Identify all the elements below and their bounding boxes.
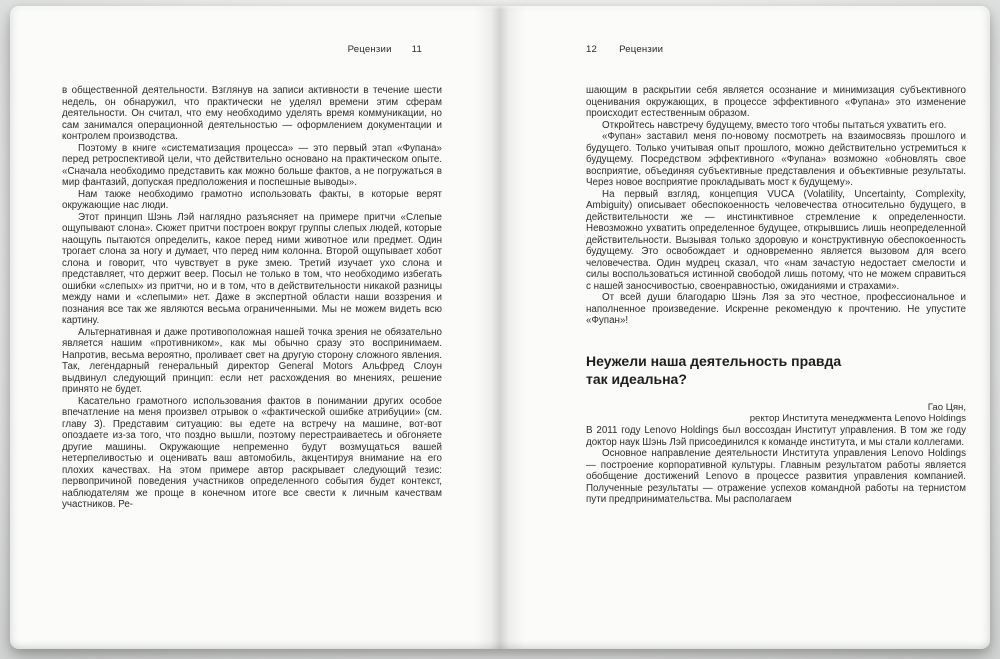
paragraph: в общественной деятельности. Взглянув на записи активности в течение шести недель, он обнаружил, что практически не уделял времени этим сферам деятельности. Он считал, что ему необходимо уделять время коммуникации, но сам занимался операционной деятельностью — оформлением документации и контролем производства.: [62, 85, 442, 142]
paragraph: «Фупан» заставил меня по-новому посмотреть на взаимосвязь прошлого и будущего. Только учитывая опыт прошлого, можно действительно устремиться к будущему. Посредством эффективного «Фупана» возможно «обновлять свое восприятие, объединяя субъективные представления и объективные результаты. Через новое восприятие прокладывать мост к будущему».: [586, 131, 966, 188]
byline: [586, 402, 966, 426]
page-left: [10, 6, 500, 649]
paragraph: шающим в раскрытии себя является осознание и минимизация субъективного оценивания окружающих, в процессе эффективного «Фупана» это изменение происходит естественным образом.: [586, 85, 966, 119]
paragraph: Основное направление деятельности Института управления Lenovo Holdings — построение корпоративной культуры. Главным результатом работы является обобщение достижений Lenovo в процессе развития управления компанией. Полученные результаты — отражение успехов командной работы на тернистом пути предпринимательства. Мы располагаем: [586, 448, 966, 506]
running-head-right: [586, 44, 966, 55]
page-number-left: 11: [411, 44, 422, 55]
section-heading: Неужели наша деятельность правда так идеальна?: [586, 352, 842, 387]
running-head-left: [62, 44, 422, 55]
paragraph: Нам также необходимо грамотно использовать факты, в которые верят окружающие нас люди.: [62, 188, 442, 211]
paragraph: Поэтому в книге «систематизация процесса» — это первый этап «Фупана» перед ретроспективой цели, что действительно основано на практическом опыте. «Сначала необходимо представить как можно больше фактов, а не погружаться в мир фантазий, допуская предположения и поспешные выводы».: [62, 142, 442, 188]
running-head-left-label: Рецензии: [347, 44, 392, 55]
paragraph: В 2011 году Lenovo Holdings был воссоздан Институт управления. В том же году доктор наук Шэнь Лэй присоединился к команде института, и мы стали коллегами.: [586, 425, 966, 448]
page-left-content: [10, 6, 500, 649]
byline-name: Гао Цян,: [927, 401, 966, 413]
left-page-text: [62, 85, 442, 511]
running-head-right-label: Рецензии: [619, 44, 664, 55]
right-page-text: [586, 85, 966, 506]
book-spread: [10, 6, 990, 649]
paragraph: Альтернативная и даже противоположная нашей точка зрения не обязательно является нашим «противником», как мы обычно сразу это воспринимаем. Напротив, весьма вероятно, проливает свет на другую сторону сложного явления. Так, легендарный генеральный директор General Motors Альфред Слоун выдвинул следующий принцип: если нет расхождения во мнениях, решение принято не будет.: [62, 326, 442, 395]
paragraph: На первый взгляд, концепция VUCA (Volatility, Uncertainty, Complexity, Ambiguity) описывает обеспокоенность человечества относительно будущего, в действительности же — инстинктивное стремление к определенности. Невозможно ухватить определенное будущее, открывшись лишь неопределенной действительности. Вызывая только здоровую и конструктивную обеспокоенность будущему. Это освобождает и одновременно является вызовом для всего человечества. Один мудрец сказал, что «нам зачастую недостает смелости и силы воспользоваться истинной свободой лишь потому, что не можем справиться с нашей заносчивостью, своенравностью, ожиданиями и страхами».: [586, 188, 966, 292]
paragraph: Откройтесь навстречу будущему, вместо того чтобы пытаться ухватить его.: [602, 119, 947, 131]
paragraph: От всей души благодарю Шэнь Лэя за это честное, профессиональное и наполненное произведение. Искренне рекомендую к прочтению. Не упустите «Фупан»!: [586, 292, 966, 326]
page-right-content: [500, 6, 990, 649]
page-right: [500, 6, 990, 649]
byline-title: ректор Института менеджмента Lenovo Holdings: [749, 413, 966, 425]
page-number-right: 12: [586, 44, 598, 55]
paragraph: Касательно грамотного использования фактов в понимании других особое впечатление на меня произвел отрывок о «фактической ошибке атрибуции» (см. главу 3). Представим ситуацию: вы едете на встречу на машине, вот-вот опоздаете из-за того, что поздно вышли, поэтому перестраиваетесь и обгоняете другие машины. Окружающие непременно будут возмущаться вашей нетерпеливостью и оценивать ваш автомобиль, акцентируя внимание на его плохих качествах. На этом примере автор раскрывает следующий тезис: первопричиной поведения участников определенного события будет контекст, наблюдателям же проще в конечном итоге все свести к личным качествам участников. Ре-: [62, 395, 442, 510]
paragraph: Этот принцип Шэнь Лэй наглядно разъясняет на примере притчи «Слепые ощупывают слона». Сюжет притчи построен вокруг группы слепых людей, которые наощупь пытаются определить, какое перед ними животное или предмет. Один трогает слона за ногу и думает, что перед ним колонна. Второй ощупывает хобот слона и говорит, что чувствует в руке змею. Третий изучает ухо слона и представляет, что держит веер. Посыл не только в том, что необходимо избегать ошибки «слепых» из притчи, но и в том, что в действительности никакой разницы между нами и «слепыми» нет. Даже в экспертной области наши воззрения и познания все так же являются весьма ограниченными. Мы не можем видеть всю картину.: [62, 211, 442, 326]
